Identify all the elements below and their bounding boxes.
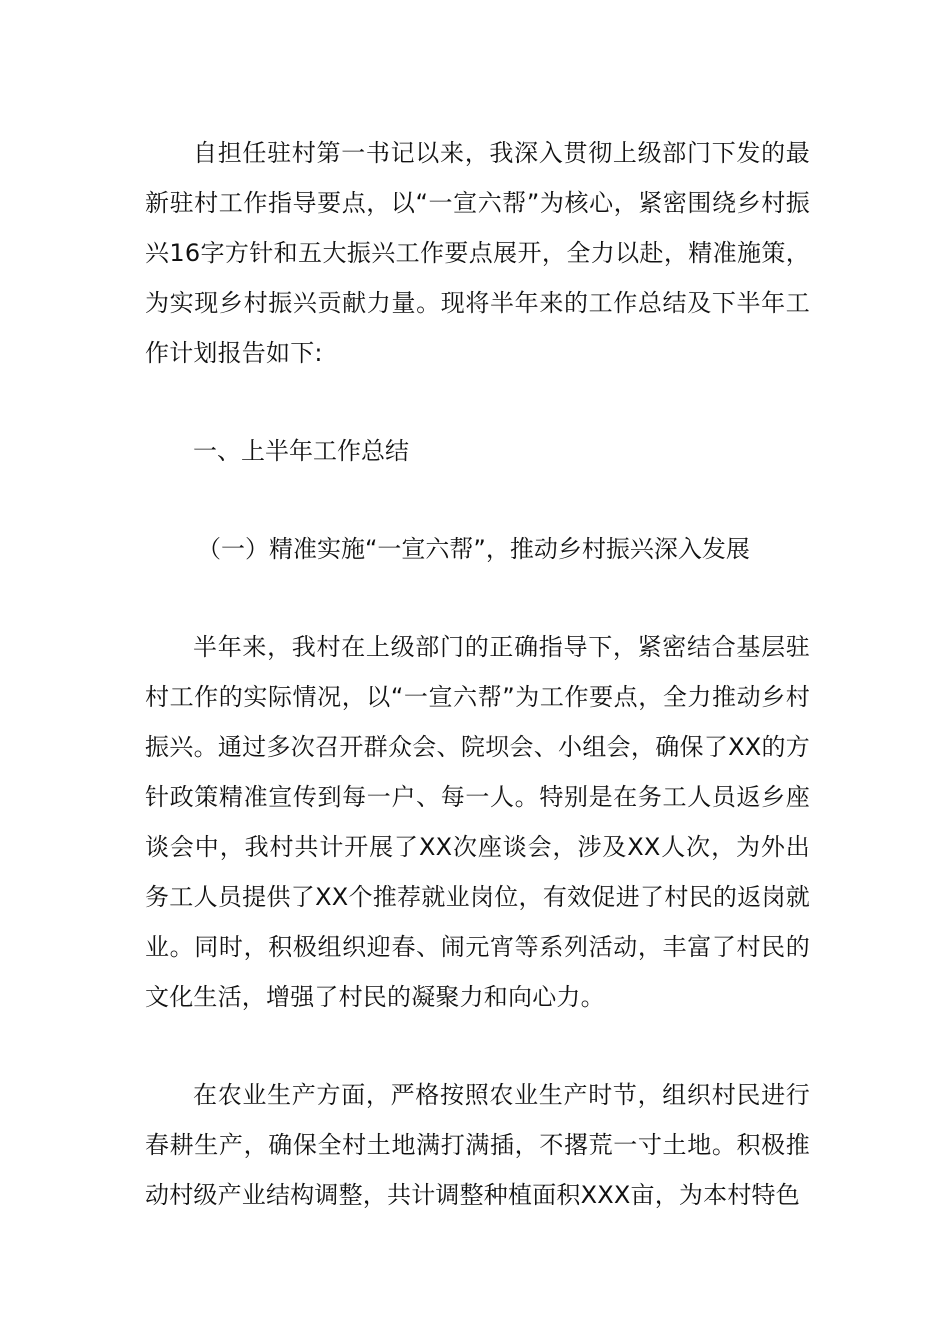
body-paragraph-1: 半年来，我村在上级部门的正确指导下，紧密结合基层驻村工作的实际情况，以“一宣六帮”为工作要点，全力推动乡村振兴。通过多次召开群众会、院坝会、小组会，确保了XX的方针政策精准宣传到每一户、每一人。特别是在务工人员返乡座谈会中，我村共计开展了XX次座谈会，涉及XX人次，为外出务工人员提供了XX个推荐就业岗位，有效促进了村民的返岗就业。同时，积极组织迎春、闹元宵等系列活动，丰富了村民的文化生活，增强了村民的凝聚力和向心力。 (145, 633, 810, 1011)
body-paragraph-2: 在农业生产方面，严格按照农业生产时节，组织村民进行春耕生产，确保全村土地满打满插，不撂荒一寸土地。积极推动村级产业结构调整，共计调整种植面积XXX亩，为本村特色 (145, 1081, 810, 1209)
section-heading: 一、上半年工作总结 (193, 437, 409, 465)
document-body (145, 128, 810, 1220)
intro-paragraph: 自担任驻村第一书记以来，我深入贯彻上级部门下发的最新驻村工作指导要点，以“一宣六帮”为核心，紧密围绕乡村振兴16字方针和五大振兴工作要点展开，全力以赴，精准施策，为实现乡村振兴贡献力量。现将半年来的工作总结及下半年工作计划报告如下: (145, 139, 810, 367)
subsection-heading: （一）精准实施“一宣六帮”，推动乡村振兴深入发展 (197, 535, 750, 563)
